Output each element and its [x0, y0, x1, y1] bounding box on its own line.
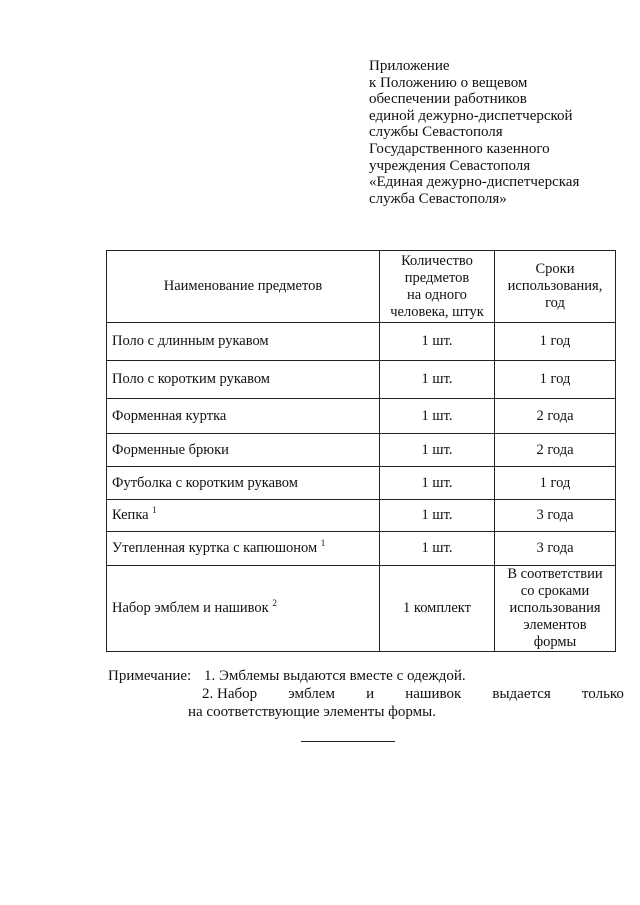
table-row [107, 566, 616, 652]
table-row [107, 500, 616, 532]
appendix-line: единой дежурно-диспетчерской [369, 107, 573, 124]
appendix-line: к Положению о вещевом [369, 74, 528, 91]
item-term-line: со сроками [520, 583, 590, 599]
header-quantity-line: предметов [404, 269, 470, 286]
note-word: эмблем [288, 686, 335, 702]
header-quantity [380, 251, 495, 323]
item-quantity: 1 шт. [380, 361, 495, 399]
header-term [495, 251, 616, 323]
item-name-cell [107, 500, 380, 532]
item-quantity: 1 шт. [380, 467, 495, 500]
clothing-items-table [106, 250, 616, 652]
appendix-line: Государственного казенного [369, 140, 550, 157]
table-row [107, 361, 616, 399]
item-name: Поло с длинным рукавом [107, 323, 380, 361]
header-name: Наименование предметов [107, 251, 380, 323]
table-row [107, 434, 616, 467]
appendix-line: служба Севастополя» [369, 190, 507, 207]
note-label: Примечание: [108, 668, 192, 684]
item-term: 1 год [495, 361, 616, 399]
note-item-1: 1. Эмблемы выдаются вместе с одеждой. [204, 668, 466, 684]
header-term-line: год [545, 295, 565, 311]
item-name: Утепленная куртка с капюшоном [112, 540, 318, 556]
item-name: Форменные брюки [107, 434, 380, 467]
note-item-2-continuation: на соответствующие элементы формы. [188, 704, 436, 720]
item-name-cell [107, 566, 380, 652]
item-name: Поло с коротким рукавом [107, 361, 380, 399]
item-quantity: 1 шт. [380, 500, 495, 532]
note-row-1 [108, 668, 628, 686]
item-term: 3 года [495, 532, 616, 566]
note-word: только [581, 686, 624, 702]
header-quantity-line: человека, штук [390, 303, 484, 320]
note-word: 2. Набор [202, 686, 258, 702]
closing-rule [301, 741, 395, 742]
note-item-2 [202, 686, 624, 703]
note-row-3 [108, 704, 628, 722]
item-name: Кепка [112, 507, 149, 523]
table-row [107, 399, 616, 434]
header-quantity-line: Количество [401, 252, 473, 269]
table-row [107, 532, 616, 566]
appendix-line: обеспечении работников [369, 91, 527, 108]
item-name: Набор эмблем и нашивок [112, 600, 269, 616]
item-quantity: 1 комплект [380, 566, 495, 652]
appendix-line: службы Севастополя [369, 124, 503, 141]
item-term: 1 год [495, 467, 616, 500]
table-header-row [107, 251, 616, 323]
item-term: 2 года [495, 399, 616, 434]
table-row [107, 323, 616, 361]
appendix-line: учреждения Севастополя [369, 157, 531, 174]
item-name: Форменная куртка [107, 399, 380, 434]
item-term: 2 года [495, 434, 616, 467]
note-word: нашивок [405, 686, 462, 702]
item-name-cell [107, 532, 380, 566]
item-quantity: 1 шт. [380, 323, 495, 361]
footnote-mark: 1 [152, 505, 157, 515]
item-term-line: В соответствии [507, 566, 603, 582]
header-term-line: использования, [507, 278, 603, 294]
item-term: 1 год [495, 323, 616, 361]
appendix-header [369, 58, 629, 207]
item-term-line: элементов [523, 617, 587, 633]
note-word: выдается [492, 686, 551, 702]
item-term-line: использования [509, 600, 601, 616]
item-quantity: 1 шт. [380, 532, 495, 566]
appendix-line: «Единая дежурно-диспетчерская [369, 174, 580, 191]
item-term-line: формы [533, 634, 577, 650]
note-section [108, 668, 628, 722]
footnote-mark: 1 [320, 538, 326, 548]
item-term [495, 566, 616, 652]
item-quantity: 1 шт. [380, 434, 495, 467]
appendix-line: Приложение [369, 58, 450, 74]
table-row [107, 467, 616, 500]
header-term-line: Сроки [535, 261, 575, 277]
header-quantity-line: на одного [407, 286, 467, 303]
note-word: и [366, 686, 375, 702]
note-row-2 [108, 686, 628, 704]
footnote-mark: 2 [272, 598, 277, 608]
item-quantity: 1 шт. [380, 399, 495, 434]
item-term: 3 года [495, 500, 616, 532]
item-name: Футболка с коротким рукавом [107, 467, 380, 500]
